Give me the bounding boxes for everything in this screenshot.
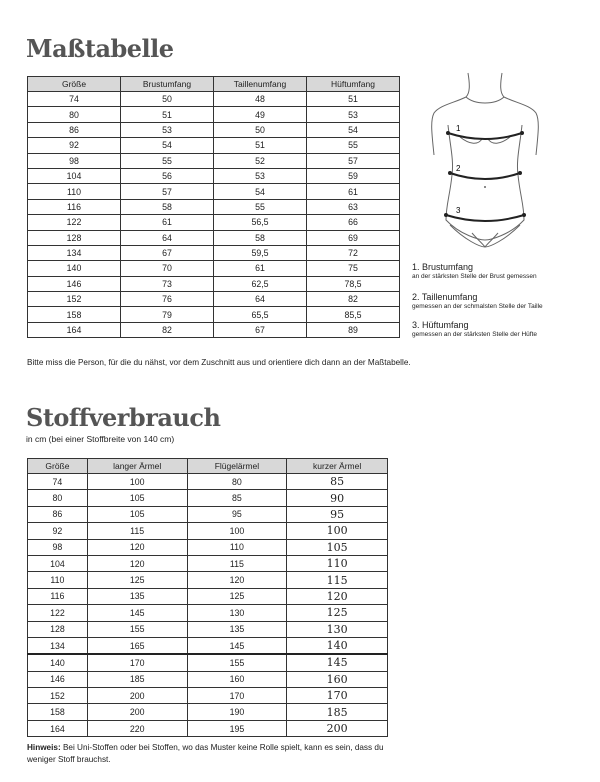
table-cell: 48 [214,92,307,107]
table-cell: 128 [28,230,121,245]
legend-sub: gemessen an der schmalsten Stelle der Taille [412,303,543,310]
table-cell: 53 [214,168,307,183]
table-cell: 200 [87,704,187,720]
table-row [28,588,388,604]
table-cell: 95 [187,506,287,522]
table-header-row [28,459,388,474]
figure-label-2: 2 [456,164,461,173]
table-row [28,474,388,490]
table-header-row [28,77,400,92]
table-cell: 92 [28,523,88,539]
table-cell: 80 [28,490,88,506]
table-cell: 59 [307,168,400,183]
table-cell: 170 [287,688,388,704]
table-cell: 120 [87,539,187,555]
table-row [28,107,400,122]
table-cell: 69 [307,230,400,245]
table-cell: 158 [28,307,121,322]
table-cell: 56,5 [214,215,307,230]
table-cell: 64 [214,292,307,307]
table-cell: 85 [187,490,287,506]
col-header: kurzer Ärmel [287,459,388,474]
table-cell: 115 [287,572,388,588]
table-cell: 105 [87,506,187,522]
body-measurement-figure [420,65,550,255]
table-row [28,307,400,322]
table-cell: 55 [307,138,400,153]
table-cell: 56 [121,168,214,183]
table-cell: 116 [28,199,121,214]
table-cell: 134 [28,637,88,654]
table-row [28,671,388,687]
table-cell: 140 [28,261,121,276]
table-cell: 54 [307,122,400,137]
table-row [28,261,400,276]
table-row [28,506,388,522]
table-cell: 85 [287,474,388,490]
table-cell: 105 [287,539,388,555]
table-row [28,92,400,107]
table-row [28,523,388,539]
table-cell: 110 [28,572,88,588]
table-row [28,215,400,230]
table-row [28,153,400,168]
table-cell: 130 [187,605,287,621]
table-cell: 160 [287,671,388,687]
table-row [28,230,400,245]
table-cell: 130 [287,621,388,637]
table-cell: 89 [307,322,400,337]
table-cell: 100 [87,474,187,490]
table-cell: 53 [307,107,400,122]
table-cell: 95 [287,506,388,522]
table-cell: 135 [87,588,187,604]
table-cell: 98 [28,539,88,555]
table-cell: 164 [28,720,88,736]
table-cell: 120 [87,555,187,571]
table-cell: 58 [214,230,307,245]
table-cell: 63 [307,199,400,214]
table-cell: 90 [287,490,388,506]
table-cell: 74 [28,92,121,107]
table-cell: 72 [307,245,400,260]
col-header: Hüftumfang [307,77,400,92]
table-cell: 116 [28,588,88,604]
table-cell: 220 [87,720,187,736]
note-label: Hinweis: [27,743,61,752]
table-cell: 82 [121,322,214,337]
table-cell: 65,5 [214,307,307,322]
table-cell: 80 [187,474,287,490]
table-cell: 120 [187,572,287,588]
table-row [28,184,400,199]
table-cell: 120 [287,588,388,604]
table-row [28,276,400,291]
table-cell: 61 [121,215,214,230]
table-cell: 140 [28,654,88,671]
col-header: Taillenumfang [214,77,307,92]
table-cell: 58 [121,199,214,214]
fabric-usage-subtitle: in cm (bei einer Stoffbreite von 140 cm) [26,434,175,444]
table-cell: 70 [121,261,214,276]
table-cell: 74 [28,474,88,490]
legend-title: 3. Hüftumfang [412,320,469,330]
table-cell: 62,5 [214,276,307,291]
table-cell: 125 [287,605,388,621]
table-cell: 170 [87,654,187,671]
table-cell: 145 [287,654,388,671]
table-cell: 100 [187,523,287,539]
legend-title: 1. Brustumfang [412,262,474,272]
table-cell: 104 [28,168,121,183]
table-cell: 152 [28,688,88,704]
table-cell: 146 [28,276,121,291]
table-cell: 135 [187,621,287,637]
figure-label-1: 1 [456,124,461,133]
col-header: Flügelärmel [187,459,287,474]
table-cell: 110 [187,539,287,555]
table-cell: 195 [187,720,287,736]
table-cell: 115 [87,523,187,539]
table-cell: 52 [214,153,307,168]
table-row [28,292,400,307]
fabric-usage-table [27,458,388,737]
legend-chest [412,262,537,280]
col-header: Brustumfang [121,77,214,92]
table-cell: 53 [121,122,214,137]
table-row [28,654,388,671]
table-cell: 55 [121,153,214,168]
table-cell: 49 [214,107,307,122]
table-cell: 73 [121,276,214,291]
legend-sub: an der stärksten Stelle der Brust gemessen [412,273,537,280]
table-cell: 59,5 [214,245,307,260]
table-cell: 50 [121,92,214,107]
table-row [28,168,400,183]
table-cell: 79 [121,307,214,322]
table-cell: 61 [214,261,307,276]
table-row [28,322,400,337]
table-cell: 160 [187,671,287,687]
table-row [28,720,388,736]
table-row [28,199,400,214]
table-row [28,621,388,637]
table-cell: 170 [187,688,287,704]
table-cell: 50 [214,122,307,137]
col-header: langer Ärmel [87,459,187,474]
table-cell: 86 [28,122,121,137]
table-cell: 145 [87,605,187,621]
legend-waist [412,292,543,310]
table-row [28,572,388,588]
table-cell: 76 [121,292,214,307]
table-cell: 82 [307,292,400,307]
table-cell: 51 [307,92,400,107]
table-row [28,637,388,654]
table-row [28,704,388,720]
col-header: Größe [28,459,88,474]
table-cell: 152 [28,292,121,307]
table-cell: 54 [214,184,307,199]
fabric-usage-title: Stoffverbrauch [26,403,221,432]
table-cell: 145 [187,637,287,654]
table-cell: 110 [287,555,388,571]
measure-note: Bitte miss die Person, für die du nähst, vor dem Zuschnitt aus und orientiere dich dann an der Maßtabelle. [27,358,411,367]
table-row [28,555,388,571]
size-chart-table [27,76,400,338]
table-cell: 122 [28,605,88,621]
table-row [28,688,388,704]
table-cell: 122 [28,215,121,230]
table-cell: 54 [121,138,214,153]
table-cell: 190 [187,704,287,720]
note-text: Bei Uni-Stoffen oder bei Stoffen, wo das Muster keine Rolle spielt, kann es sein, dass du weniger Stoff brauchst. [27,743,384,764]
table-cell: 115 [187,555,287,571]
legend-sub: gemessen an der stärksten Stelle der Hüfte [412,331,538,338]
table-row [28,490,388,506]
table-cell: 66 [307,215,400,230]
table-cell: 75 [307,261,400,276]
table-row [28,245,400,260]
table-cell: 51 [121,107,214,122]
table-cell: 128 [28,621,88,637]
table-cell: 98 [28,153,121,168]
table-cell: 185 [287,704,388,720]
table-cell: 67 [121,245,214,260]
table-cell: 155 [187,654,287,671]
table-cell: 51 [214,138,307,153]
table-cell: 86 [28,506,88,522]
legend-hip [412,320,537,338]
table-cell: 100 [287,523,388,539]
table-row [28,138,400,153]
table-row [28,605,388,621]
table-cell: 140 [287,637,388,654]
table-cell: 67 [214,322,307,337]
table-cell: 158 [28,704,88,720]
table-cell: 80 [28,107,121,122]
table-cell: 134 [28,245,121,260]
table-cell: 110 [28,184,121,199]
table-cell: 85,5 [307,307,400,322]
table-cell: 64 [121,230,214,245]
table-cell: 57 [121,184,214,199]
table-cell: 104 [28,555,88,571]
table-cell: 200 [287,720,388,736]
table-cell: 105 [87,490,187,506]
table-cell: 155 [87,621,187,637]
table-cell: 57 [307,153,400,168]
table-cell: 185 [87,671,187,687]
table-cell: 125 [87,572,187,588]
table-cell: 146 [28,671,88,687]
table-cell: 200 [87,688,187,704]
table-row [28,539,388,555]
table-cell: 78,5 [307,276,400,291]
figure-label-3: 3 [456,206,461,215]
table-cell: 55 [214,199,307,214]
table-row [28,122,400,137]
table-cell: 92 [28,138,121,153]
table-cell: 165 [87,637,187,654]
fabric-note [27,742,387,766]
size-chart-title: Maßtabelle [26,34,174,63]
table-cell: 61 [307,184,400,199]
table-cell: 125 [187,588,287,604]
table-cell: 164 [28,322,121,337]
col-header: Größe [28,77,121,92]
legend-title: 2. Taillenumfang [412,292,478,302]
